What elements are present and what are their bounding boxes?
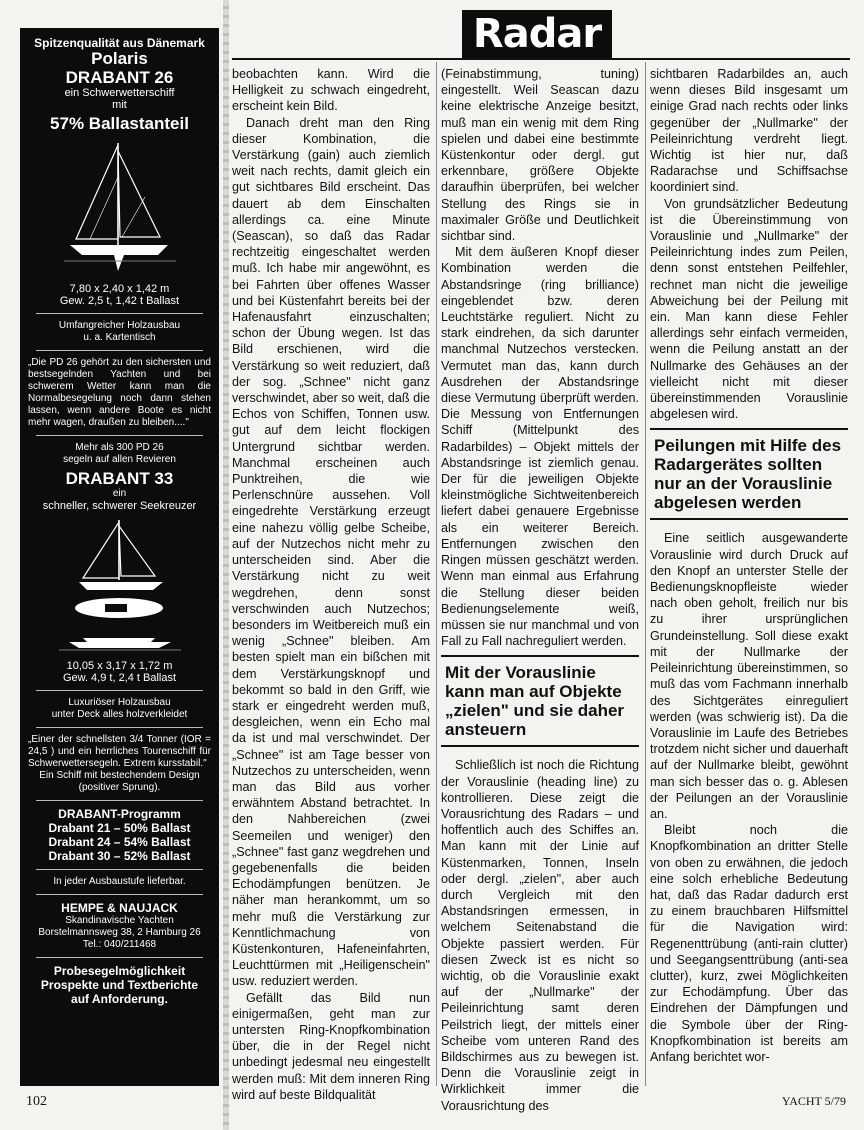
- article-column-1: [232, 66, 430, 1103]
- ad-program-item: Drabant 30 – 52% Ballast: [48, 849, 191, 863]
- ad-fitout: unter Deck alles holzverkleidet: [51, 709, 188, 720]
- paragraph: Mit dem äußeren Knopf dieser Kombination werden die Abstandsringe (ring brilliance) eingeblendet bzw. deren Leuchtstärke reguliert. Nicht zu stark eindrehen, da sich darunter manchmal Nutzechos verstecken. Vermutet man das, kann durch Ausdrehen der Abstandsringe diese Vermutung überprüft werden. Die Messung von Entfernungen Schiff (Mittelpunkt des Radarbildes) – Objekt mittels der Abstandsringe ist ziemlich genau. Der für die jeweiligen Objekte kleinstmögliche Sichtweitenbereich liefert dabei genauere Ergebnisse als ein weiterer Bereich. Entfernungen zwischen den Ringen müssen geschätzt werden. Wenn man einmal aus Erfahrung die Stellung dieser beiden Bedienungselemente weiß, müssen sie nur manchmal und von Fall zu Fall nachreguliert werden.: [441, 245, 639, 649]
- paragraph: Eine seitlich ausgewanderte Vorauslinie wird durch Druck auf den Knopf an unterster Stelle der Bedienungsknopfleiste wieder nach oben geholt, freilich nur bis zu ihrer ursprünglichen Grundeinstellung. Soll diese exakt mit der Nullmarke der Peileinrichtung übereinstimmen, so muß das vom Fachmann innerhalb des Sichtgerätes einreguliert werden (was schwierig ist). Da die Vorauslinie im Laufe des Betriebes trotzdem nicht sicher und dauerhaft auf der Nullmarke bleibt, gewöhnt man sich besser das o. g. Ablesen der Peilungen an der Vorauslinie an.: [650, 531, 848, 821]
- paragraph: Bleibt noch die Knopfkombination an dritter Stelle von oben zu erwähnen, die jedoch eine solch erhebliche Bedeutung hat, daß das Radar dadurch erst zu einem brauchbaren Hilfsmittel für die Navigation wird: Regenenttrübung (anti-rain clutter) und Seegangsenttrübung (anti-sea clutter), kurz, zwei Möglichkeiten zur Echodämpfung. Über das Eindrehen der Dämpfungen und die Symbole über der Ring-Knopfkombination ist bereits am Anfang berichtet wor-: [650, 823, 848, 1064]
- ad-fleet: Mehr als 300 PD 26: [75, 442, 164, 453]
- divider: [36, 313, 203, 314]
- article-column-2: [441, 66, 639, 1114]
- ad-cta: Prospekte und Textberichte: [40, 978, 199, 992]
- ad-fleet: segeln auf allen Revieren: [63, 454, 176, 465]
- column-rule: [645, 62, 646, 1086]
- paragraph: (Feinabstimmung, tuning) eingestellt. Weil Seascan dazu keine elektrische Anzeige besitzt, muß man ein wenig mit dem Ring spielen und dabei eine bestimmte Küstenkontur oder dergl. gut erkennbare, größere Objekte daraufhin überprüfen, bei welcher Stellung des Rings sie in maximaler Größe und Deutlichkeit sichtbar sind.: [441, 67, 639, 244]
- ad-fitout: Luxuriöser Holzausbau: [68, 697, 171, 708]
- ad-stage: In jeder Ausbaustufe lieferbar.: [53, 876, 186, 887]
- sailboat-26-illustration: [60, 137, 180, 277]
- ad-program-item: Drabant 24 – 54% Ballast: [48, 835, 191, 849]
- ad-program-title: DRABANT-Programm: [58, 807, 181, 821]
- divider: [36, 800, 203, 801]
- ad-dealer-phone: Tel.: 040/211468: [82, 939, 157, 950]
- page-number: 102: [26, 1094, 47, 1109]
- title-rule: [232, 58, 850, 60]
- ad-dealer-info: Skandinavische Yachten: [65, 915, 174, 926]
- ad-cta: auf Anforderung.: [71, 992, 168, 1006]
- paragraph: Gefällt das Bild nun einigermaßen, geht man zur untersten Ring-Knopfkombination über, die in der Regel nicht unbedingt jedesmal neu eingestellt werden muß: Mit dem inneren Ring wird auf beste Bildqualität: [232, 990, 430, 1102]
- divider: [36, 435, 203, 436]
- ad-spec: 7,80 x 2,40 x 1,42 m: [69, 283, 170, 295]
- ad-brand: Polaris: [91, 49, 148, 68]
- paragraph: beobachten kann. Wird die Helligkeit zu schwach eingedreht, erscheint kein Bild.: [232, 67, 430, 114]
- paragraph: Danach dreht man den Ring dieser Kombination, die Verstärkung (gain) auch ziemlich weit nach rechts, damit gleich ein gut sichtbares Bild erscheint. Das dauert ab dem Einschalten allerdings ca. eine Minute (Seascan), so daß das Radar rechtzeitig eingeschaltet werden muß. Ich habe mir angewöhnt, es bei Fahrten über offenes Wasser und bei Küstenfahrt bereits bei der Hafenausfahrt einzuschalten; schon der Übung wegen. Ist das Bild erschienen, wird die Verstärkung so weit reduziert, daß der sog. „Schnee" nicht ganz verschwindet, aber so weit, daß die Echos von Schiffen, Tonnen usw. gut auf dem leicht flockigen Untergrund sichtbar werden. Manchmal erscheinen auch Punktreihen, die wie Perlenschnüre aussehen. Voll eingedrehte Verstärkung erzeugt eine nahezu völlig gelbe Scheibe, auf der Nutzechos nicht mehr zu unterscheiden sind. Aber die Verstärkung nicht zu weit wegdrehen, denn sonst verschwinden auch Nutzechos; besonders im Weitbereich muß ein wenig „Schnee" bleiben. Am besten spielt man ein bißchen mit dem Verstärkungsknopf und bekommt so bald in den Griff, wie stark er eingedreht werden muß, desgleichen, wenn ein Echo mal da ist und mal verschwindet. Der „Schnee" ist am Tage besser von Nutzechos zu unterscheiden, wenn man das Bild aus vorher erwähntem Abstand betrachtet. In den Nahbereichen (zwei Seemeilen und weniger) den „Schnee" fast ganz wegdrehen und gegebenenfalls die beiden Echodämpfungen benützen. Je näher man herankommt, um so mehr muß die Verstärkung zur Kenntlichmachung von Küstenkonturen, Hafeneinfahrten, Leuchttürmen mit „Heiligenschein" usw. reduziert werden.: [232, 115, 430, 989]
- ad-spec: 10,05 x 3,17 x 1,72 m: [66, 660, 173, 672]
- ad-ballast-headline: 57% Ballastanteil: [50, 114, 189, 133]
- ad-model-33: DRABANT 33: [65, 469, 174, 488]
- paragraph: sichtbaren Radarbildes an, auch wenn dieses Bild insgesamt um einige Grad nach rechts oder links gegenüber der „Nullmarke" der Peileinrichtung verdreht liegt. Wichtig ist hier nur, daß Radarachse und Schiffsachse koordiniert sind.: [650, 67, 848, 195]
- column-rule: [436, 62, 437, 1086]
- ad-spec: Gew. 2,5 t, 1,42 t Ballast: [59, 295, 180, 307]
- ad-quote: „Die PD 26 gehört zu den sichersten und bestsegelnden Yachten und bei schwerem Wetter kann man die Normalbesegelung noch dann stehen lassen, wenn andere Boote es nicht mehr wagen, draußen zu bleiben....": [28, 357, 211, 428]
- article-column-3: [650, 66, 848, 1065]
- paragraph: Von grundsätzlicher Bedeutung ist die Übereinstimmung von Vorauslinie und „Nullmarke" der Peileinrichtung indes zum Peilen, denn sonst entstehen Peilfehler, rechnet man nicht die jeweilige Abweichung bei der Peilung mit ein. Man kann diese Fehler allerdings sehr einfach vermeiden, wenn die Peilung anstatt an der Nullmarke des Gehäuses an der vielleicht nicht mit dieser übereinstimmenden Vorauslinie abgelesen wird.: [650, 196, 848, 422]
- magazine-issue: YACHT 5/79: [781, 1094, 846, 1108]
- ad-line: mit: [112, 99, 127, 111]
- ad-line: ein Schwerwetterschiff: [64, 87, 175, 99]
- divider: [36, 727, 203, 728]
- divider: [36, 869, 203, 870]
- ad-design: Ein Schiff mit bestechendem Design (positiver Sprung).: [39, 770, 200, 793]
- ad-fitout: u. a. Kartentisch: [83, 332, 156, 343]
- ad-line: ein: [112, 488, 127, 499]
- ad-line: Spitzenqualität aus Dänemark: [34, 36, 205, 50]
- ad-line: schneller, schwerer Seekreuzer: [42, 500, 197, 512]
- ad-quote: „Einer der schnellsten 3/4 Tonner (IOR = 24,5 ) und ein herrliches Tourenschiff für Schwerwettersegeln. Extrem kursstabil.": [28, 734, 211, 769]
- ad-program-item: Drabant 21 – 50% Ballast: [48, 821, 191, 835]
- page-title: Radar: [462, 10, 612, 58]
- paragraph: Schließlich ist noch die Richtung der Vorauslinie (heading line) zu kontrollieren. Diese zeigt die Vorausrichtung des Radars – und hoffentlich auch des Schiffes an. Man kann mit der Linie auf Küstenmarken, Tonnen, Inseln oder dergl. „zielen", aber auch durch Vergleich mit den Abstandsringen ermessen, in welchem Seitenabstand die Objekte passiert werden. Für diesen Zweck ist es nicht so wichtig, ob die Vorauslinie exakt auf der „Nullmarke" der Peileinrichtung samt deren Peilstrich liegt, der mittels einer Scheibe vom unteren Rand des Bildschirmes aus zu bewegen ist. Denn die Vorauslinie zeigt in Wirklichkeit immer die Vorausrichtung des: [441, 758, 639, 1113]
- divider: [36, 957, 203, 958]
- divider: [36, 690, 203, 691]
- ad-cta: Probesegelmöglichkeit: [53, 964, 186, 978]
- sailboat-33-illustration: [55, 516, 185, 654]
- ad-spec: Gew. 4,9 t, 2,4 t Ballast: [62, 672, 177, 684]
- subheading-vorauslinie: Mit der Vorauslinie kann man auf Objekte „zielen" und sie daher ansteuern: [441, 655, 639, 747]
- divider: [36, 350, 203, 351]
- ad-model-26: DRABANT 26: [65, 68, 174, 87]
- ad-dealer: HEMPE & NAUJACK: [61, 901, 178, 915]
- advertisement-column: [20, 28, 219, 1086]
- ad-dealer-address: Borstelmannsweg 38, 2 Hamburg 26: [38, 927, 201, 938]
- binding-spine: [223, 0, 229, 1130]
- ad-fitout: Umfangreicher Holzausbau: [58, 320, 181, 331]
- subheading-peilungen: Peilungen mit Hilfe des Radargerätes sollten nur an der Vorauslinie abgelesen werden: [650, 428, 848, 520]
- divider: [36, 894, 203, 895]
